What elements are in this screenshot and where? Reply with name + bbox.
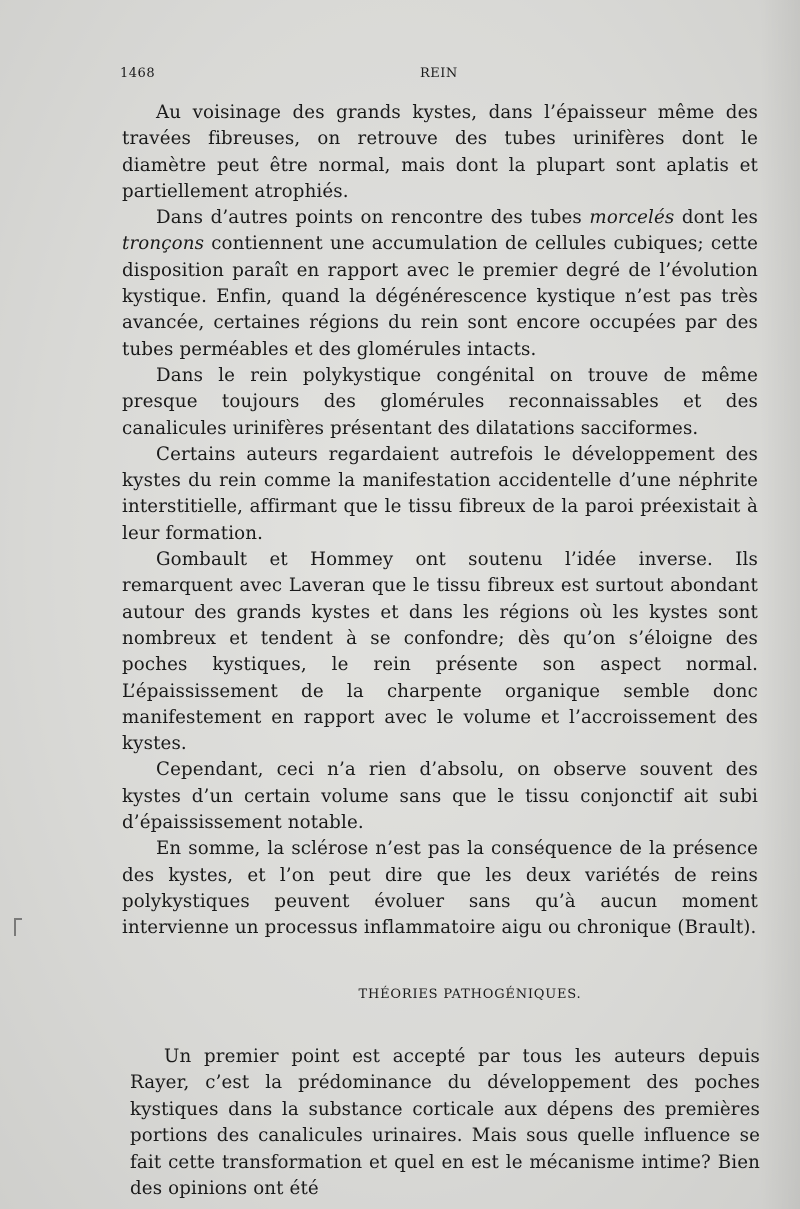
- paragraph: [122, 442, 758, 547]
- italic-text: morcelés: [589, 207, 675, 229]
- paragraph: [122, 205, 758, 363]
- text-run: contiennent une accumulation de cellules cubiques; cette disposition paraît en rapport avec le premier degré de l’évolution kystique. Enfin, quand la dégénérescence kystique n’est pas très avancée, certaines régions du rein sont encore occupées par des tubes perméables et des glomérules intacts.: [122, 233, 758, 360]
- paragraph: [122, 547, 758, 757]
- italic-text: tronçons: [122, 233, 205, 255]
- page-edge-shadow: [760, 0, 800, 1209]
- text-run: En somme, la sclérose n’est pas la conséquence de la présence des kystes, et l’on peut dire que les deux variétés de reins polykystiques peuvent évoluer sans qu’à aucun moment intervienne un processus inflammatoire aigu ou chronique (Brault).: [122, 838, 758, 939]
- paragraph: [122, 363, 758, 442]
- page-number: 1468: [120, 66, 156, 81]
- paragraph: [122, 836, 758, 941]
- paragraph: [122, 100, 758, 205]
- text-run: Un premier point est accepté par tous les auteurs depuis Rayer, c’est la prédominance du développement des poches kystiques dans la substance corticale aux dépens des premières portions des canalicules urinaires. Mais sous quelle influence se fait cette transformation et quel en est le mécanisme intime? Bien des opinions ont été: [130, 1046, 760, 1200]
- text-run: Dans le rein polykystique congénital on trouve de même presque toujours des glomérules reconnaissables et des canalicules urinifères présentant des dilatations sacciformes.: [122, 364, 758, 439]
- page-header: [120, 66, 760, 88]
- text-run: Gombault et Hommey ont soutenu l’idée inverse. Ils remarquent avec Laveran que le tissu fibreux est surtout abondant autour des grands kystes et dans les régions où les kystes sont nombreux et tendent à se confondre; dès qu’on s’éloigne des poches kystiques, le rein présente son aspect normal. L’épaississement de la charpente organique semble donc manifestement en rapport avec le volume et l’accroissement des kystes.: [122, 549, 758, 755]
- text-run: Au voisinage des grands kystes, dans l’épaisseur même des travées fibreuses, on retrouve des tubes urinifères dont le diamètre peut être normal, mais dont la plupart sont aplatis et partiellement atrophiés.: [122, 102, 758, 202]
- paragraph: [130, 1044, 760, 1202]
- running-head: REIN: [420, 66, 458, 81]
- body-text: [122, 100, 758, 942]
- text-run: Cependant, ceci n’a rien d’absolu, on observe souvent des kystes d’un certain volume sans que le tissu conjonctif ait subi d’épaississement notable.: [122, 759, 758, 834]
- text-run: dont les: [674, 207, 758, 229]
- text-run: Dans d’autres points on rencontre des tubes: [156, 207, 590, 229]
- margin-bracket-mark: [14, 918, 22, 936]
- text-run: Certains auteurs regardaient autrefois le développement des kystes du rein comme la manifestation accidentelle d’une néphrite interstitielle, affirmant que le tissu fibreux de la paroi préexistait à leur formation.: [122, 443, 758, 544]
- paragraph: [122, 757, 758, 836]
- section-title: THÉORIES PATHOGÉNIQUES.: [358, 987, 582, 1002]
- section-body-text: [130, 1044, 760, 1202]
